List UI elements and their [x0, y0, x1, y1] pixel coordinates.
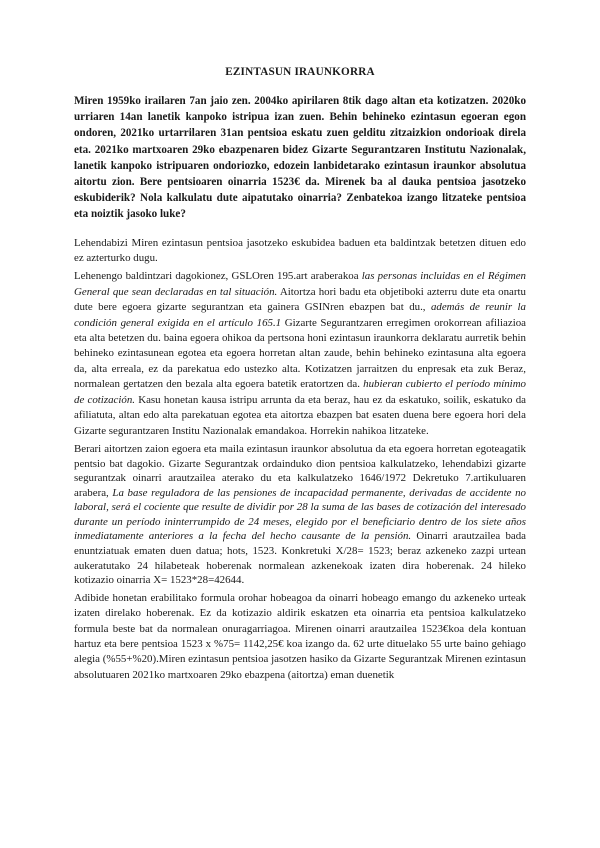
document-title: EZINTASUN IRAUNKORRA	[225, 66, 375, 78]
italic-quote: hubieran cubierto el período mínimo de cotización.	[74, 378, 527, 406]
text-segment: Oinarri arautzailea bada enuntziatuak ematen duen datua; hots, 1523. Konkretuki X/28= 1523; beraz azkeneko zazpi urtean aukeratutako 24 hilabeteak hoberenak normalean azkenekoak izaten dira hoberenak. 24 hileko kotizazio oinarria X= 1523*28=42644.	[74, 530, 527, 587]
paragraph-base-calculation	[74, 442, 526, 588]
text-segment: Berari aitortzen zaion egoera eta maila ezintasun iraunkor absolutua da eta egoera horretan egoteagatik pentsio bat dagokio. Gizarte Segurantzak ordainduko dion pentsioa kalkulatzeko, lehendabizi gizarte segurantzak oinarri arautzailea aterako du eta kalkulatzeko 1646/1972 Dekretuko 7.artikuluaren arabera,	[74, 442, 526, 499]
text-segment: Lehenengo baldintzari dagokionez, GSLOren 195.art araberakoa	[74, 270, 362, 283]
text-segment: Gizarte Segurantzaren erregimen orokorrean afiliazioa eta alta betetzen du. baina egoera ohikoa da pertsona honi ezintasun iraunkorra deklaratu aurretik behin behineko ezintasunean egotea eta egoera horretan altan zaude, behin behineko ezintasuna alta egoera da, alta erreala, ez da parekatua edo ustezko alta. Kotizatzen jarraitzen du enpresak eta zuk Beraz, normalean gertatzen den bezala alta egoera batetik eratortzen da.	[74, 316, 527, 391]
italic-quote: las personas incluidas en el Régimen General que sean declaradas en tal situación.	[74, 270, 527, 298]
document-page	[74, 66, 526, 686]
paragraph-pension-amount: Adibide honetan erabilitako formula orohar hobeagoa da oinarri hobeago emango du azkeneko urteak izaten direlako hoberenak. Ez da kotizazio aldirik eskatzen eta oinarria eta pentsioa kalkulatzeko formula beste bat da normalean onuragarriagoa. Mirenen oinarri arautzailea 1523€koa dela kontuan hartuz eta bere pentsioa 1523 x %75= 1142,25€ koa izango da. 62 urte dituelako 55 urte baino gehiago alegia (%55+%20).Miren ezintasun pentsioa jasotzen hasiko da Gizarte Segurantzak Mirenen ezintasun absolutuaren 2021ko martxoaren 29ko ebazpena (aitortza) eman duenetik	[74, 591, 526, 681]
paragraph-intro: Lehendabizi Miren ezintasun pentsioa jasotzeko eskubidea baduen eta baldintzak betetzen dituen edo ez azterturko dugu.	[74, 236, 526, 265]
paragraph-first-condition	[74, 269, 526, 438]
text-segment: Kasu honetan kausa istripu arrunta da eta beraz, hau ez da eskatuko, soilik, eskatuko da afiliatuta, altan edo alta parekatuan egotea eta aitortza ebazpen bat esaten duena bere egoera hori dela Gizarte segurantzaren Institu Nazionalak emandakoa. Horrekin nahikoa litzateke.	[74, 393, 526, 437]
text-segment: Aitortza hori badu eta objetiboki azterru dute eta onartu dute bere egoera gizarte segurantzan eta gainera GSINren ebazpen bat du.,	[74, 285, 526, 314]
italic-quote: además de reunir la condición general exigida en el artículo 165.1	[74, 301, 526, 329]
italic-quote: La base reguladora de las pensiones de incapacidad permanente, derivadas de accidente no laboral, será el cociente que resulte de dividir por 28 la suma de las bases de cotización del interesado durante un período ininterrumpido de 24 meses, elegido por el beneficiario dentro de los siete años inmediatamente anteriores a la fecha del hecho causante de la pensión.	[74, 486, 526, 543]
case-statement: Miren 1959ko irailaren 7an jaio zen. 2004ko apirilaren 8tik dago altan eta kotizatzen. 2020ko urriaren 14an lanetik kanpoko istripua izan zuen. Behin behineko ezintasun egoeran egon ondoren, 2021ko urtarrilaren 31an pentsioa eskatu zuen gelditu zitzaizkion ondorioak direla eta. 2021ko martxoaren 29ko ebazpenaren bidez Gizarte Segurantzaren Institutu Nazionalak, lanetik kanpoko istripuaren ondoriozko, edozein lanbidetarako ezintasun iraunkor absolutua aitortu zion. Bere pentsioaren oinarria 1523€ da. Mirenek ba al dauka pentsioa jasotzeko eskubiderik? Nola kalkulatu dute aipatutako oinarria? Zenbatekoa izango litzateke pentsioa eta noiztik jasoko luke?	[74, 95, 526, 221]
